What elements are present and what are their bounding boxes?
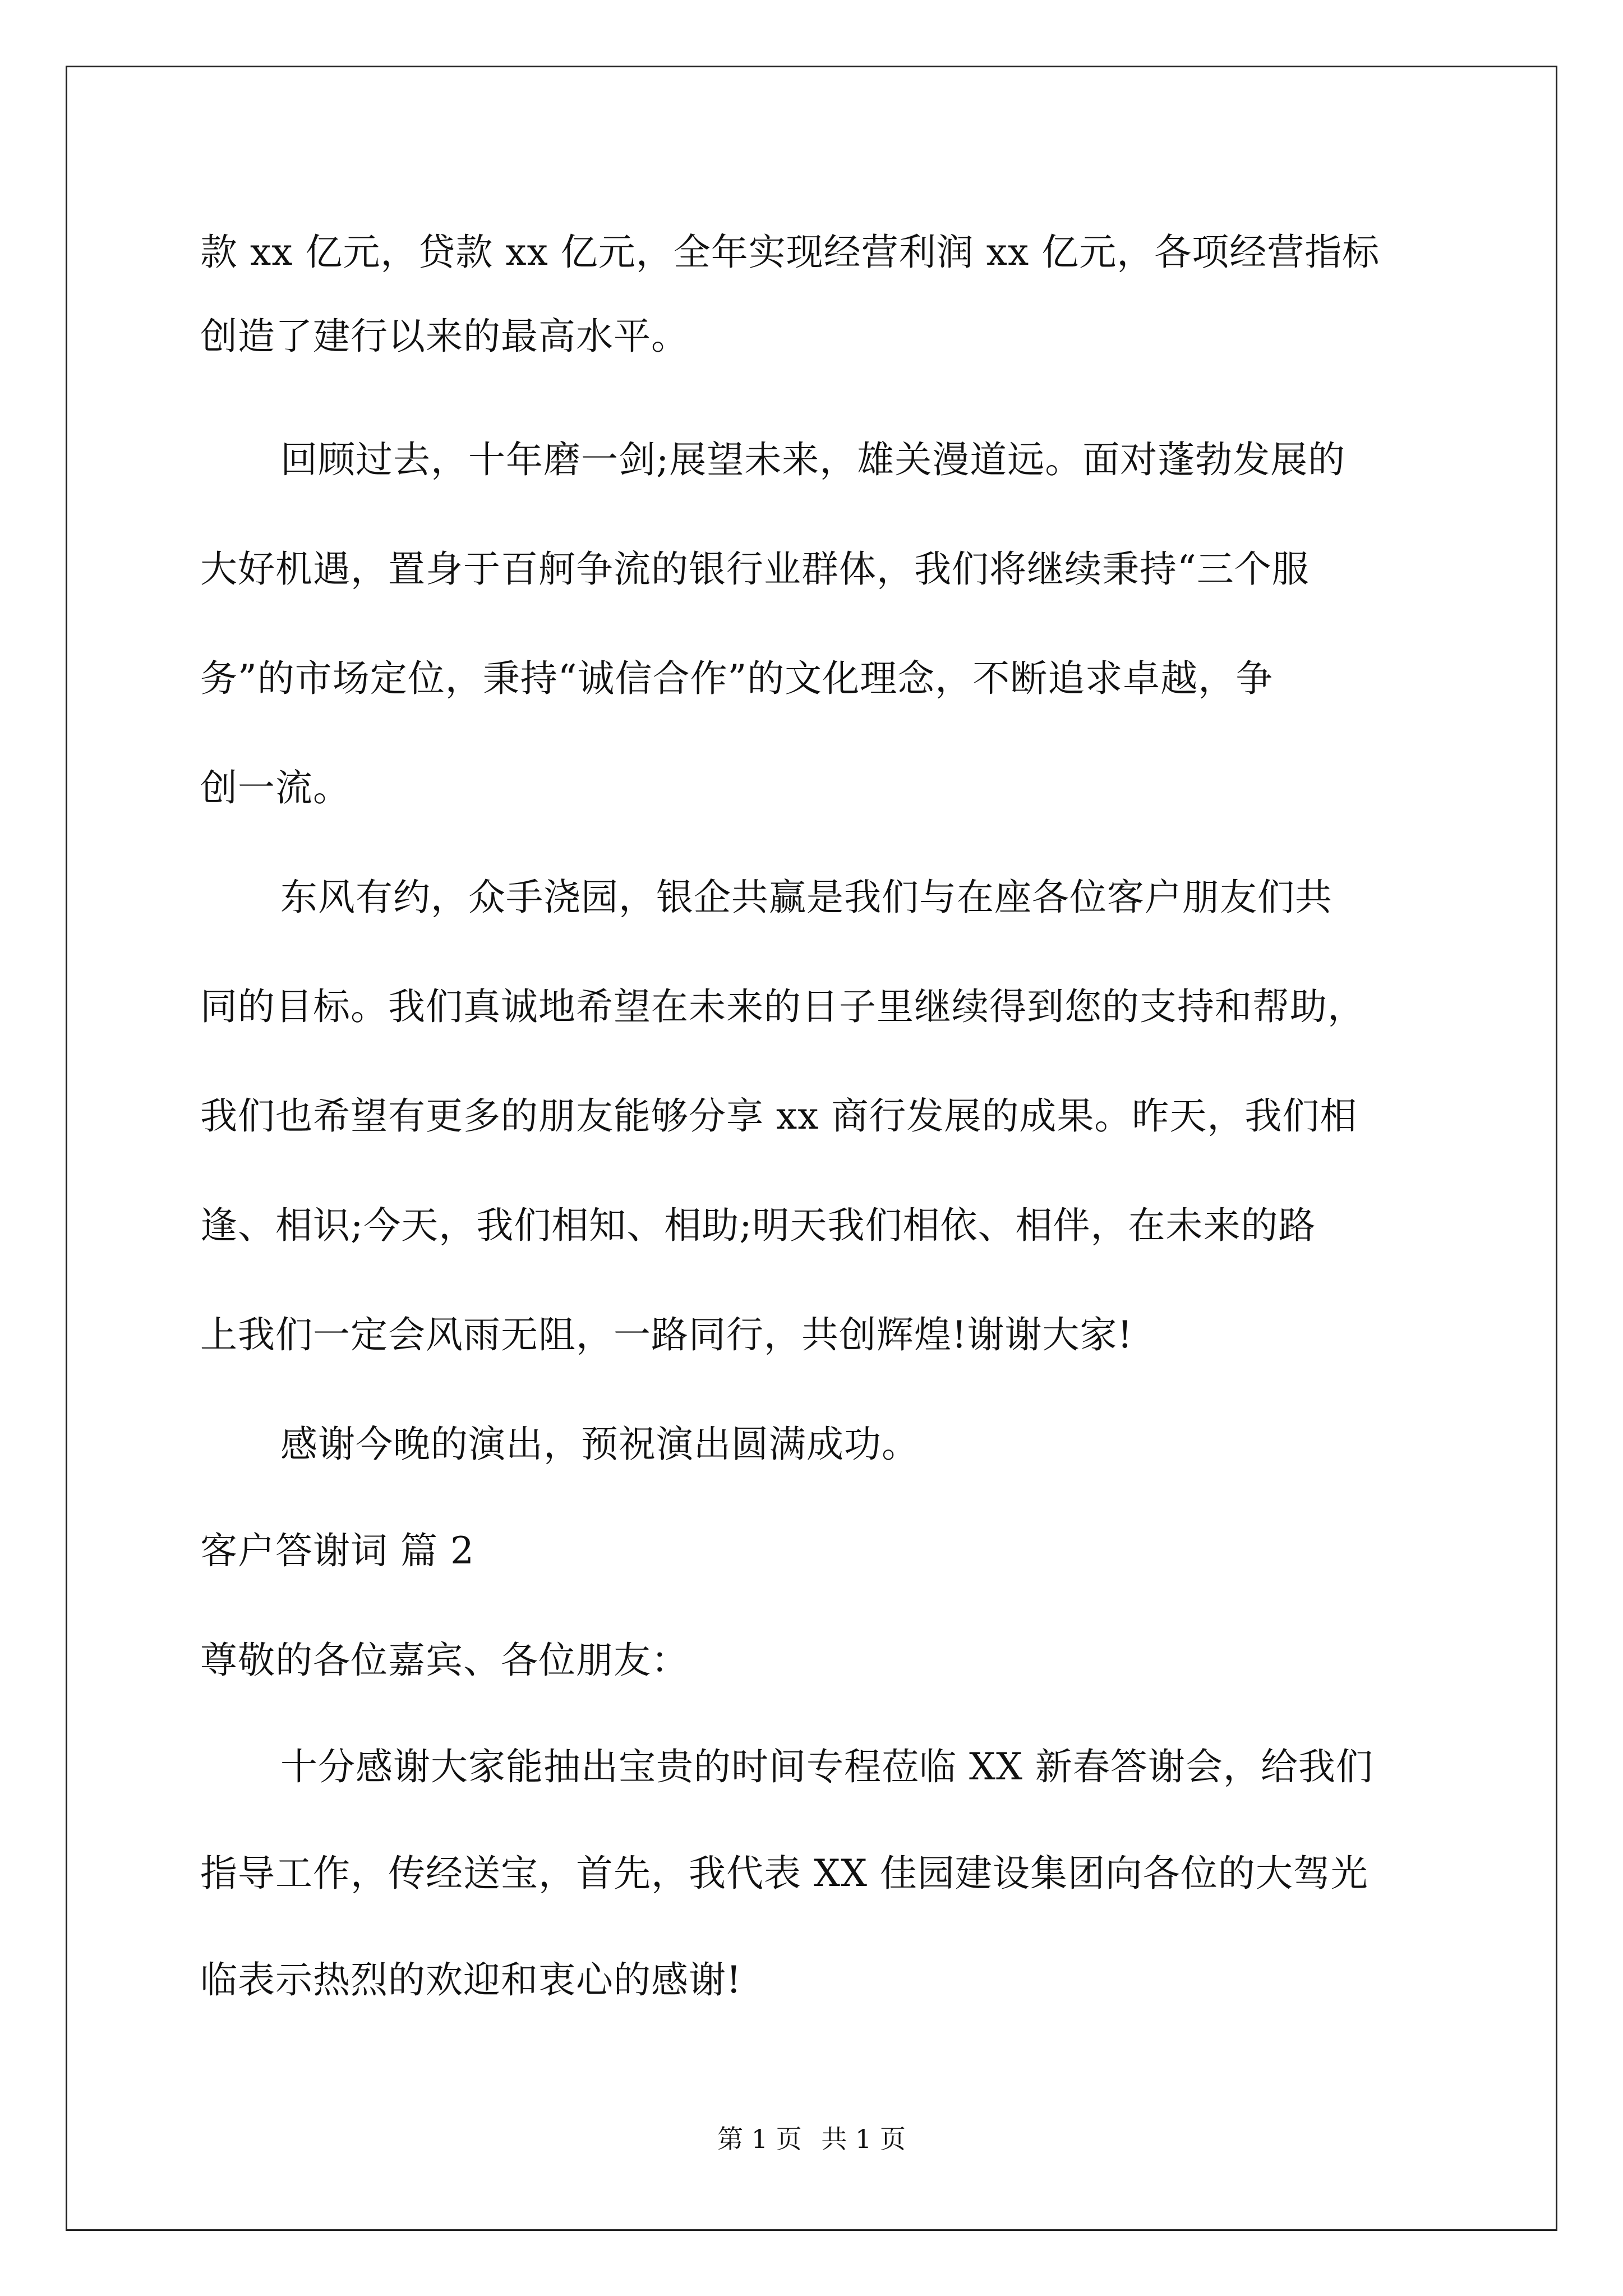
body-line: 同的目标。我们真诚地希望在未来的日子里继续得到您的支持和帮助， — [200, 985, 1365, 1028]
body-line: 款 xx 亿元，贷款 xx 亿元，全年实现经营利润 xx 亿元，各项经营指标 — [200, 231, 1380, 274]
paragraph-start: 东风有约，众手浇园，银企共赢是我们与在座各位客户朋友们共 — [280, 876, 1332, 919]
body-line: 务”的市场定位，秉持“诚信合作”的文化理念，不断追求卓越，争 — [200, 657, 1274, 700]
body-line: 指导工作，传经送宝，首先，我代表 XX 佳园建设集团向各位的大驾光 — [200, 1852, 1368, 1895]
page-number: 第 1 页 — [717, 2124, 802, 2154]
paragraph-start: 感谢今晚的演出，预祝演出圆满成功。 — [280, 1423, 919, 1466]
body-line: 上我们一定会风雨无阻，一路同行，共创辉煌!谢谢大家! — [200, 1313, 1133, 1356]
paragraph-start: 十分感谢大家能抽出宝贵的时间专程莅临 XX 新春答谢会，给我们 — [280, 1745, 1373, 1788]
paragraph-start: 回顾过去，十年磨一剑;展望未来，雄关漫道远。面对蓬勃发展的 — [280, 438, 1346, 481]
section-heading: 客户答谢词 篇 2 — [200, 1529, 474, 1572]
body-line: 创一流。 — [200, 766, 351, 809]
body-line: 逢、相识;今天，我们相知、相助;明天我们相依、相伴，在未来的路 — [200, 1204, 1316, 1247]
body-line: 创造了建行以来的最高水平。 — [200, 315, 689, 358]
salutation: 尊敬的各位嘉宾、各位朋友： — [200, 1639, 689, 1682]
body-line: 临表示热烈的欢迎和衷心的感谢! — [200, 1958, 742, 2001]
page-border — [66, 66, 1557, 2231]
page-total: 共 1 页 — [821, 2124, 906, 2154]
page-footer — [0, 2123, 1623, 2155]
body-line: 大好机遇，置身于百舸争流的银行业群体，我们将继续秉持“三个服 — [200, 547, 1310, 591]
body-line: 我们也希望有更多的朋友能够分享 xx 商行发展的成果。昨天，我们相 — [200, 1094, 1358, 1138]
